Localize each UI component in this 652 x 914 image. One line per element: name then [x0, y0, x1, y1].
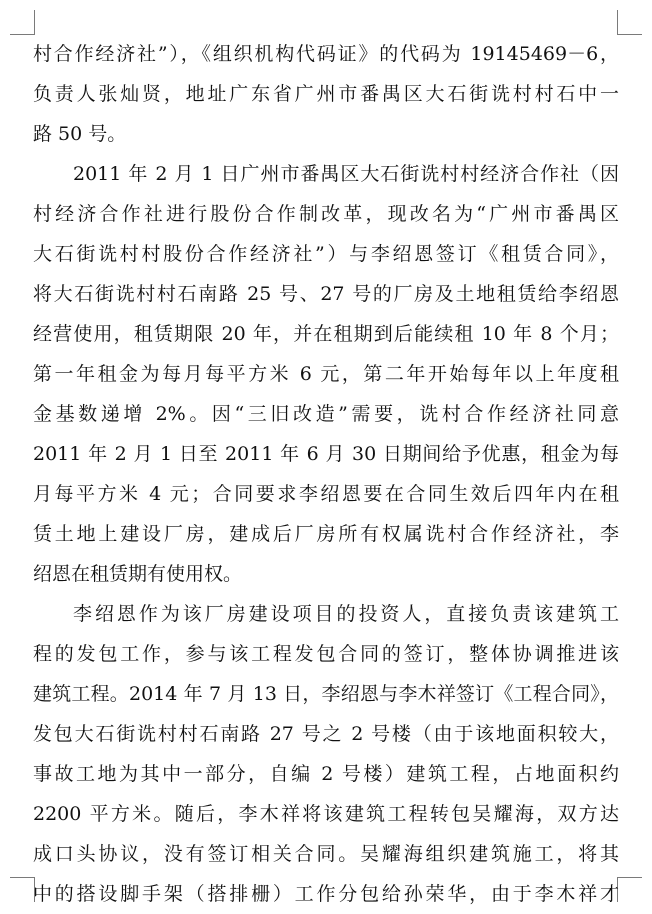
paragraph-3-line-3: 建筑工程。2014 年 7 月 13 日，李绍恩与李木祥签订《工程合同》， — [33, 683, 619, 705]
crop-mark-bottom-left — [10, 877, 35, 902]
paragraph-1-line-1: 村合作经济社”），《组织机构代码证》的代码为 19145469－6， — [33, 43, 619, 65]
paragraph-2-line-2: 村经济合作社进行股份合作制改革，现改名为“广州市番禺区 — [33, 203, 619, 225]
paragraph-3-line-2: 程的发包工作，参与该工程发包合同的签订，整体协调推进该 — [33, 643, 619, 665]
paragraph-2-line-1: 2011 年 2 月 1 日广州市番禺区大石街诜村村经济合作社（因 — [73, 163, 619, 185]
paragraph-3-line-4: 发包大石街诜村村石南路 27 号之 2 号楼（由于该地面积较大， — [33, 723, 619, 745]
paragraph-2-line-11: 绍恩在租赁期有使用权。 — [33, 563, 243, 585]
paragraph-3-line-5: 事故工地为其中一部分，自编 2 号楼）建筑工程，占地面积约 — [33, 763, 619, 785]
paragraph-1-line-2: 负责人张灿贤，地址广东省广州市番禺区大石街诜村村石中一 — [33, 83, 619, 105]
paragraph-2-line-10: 赁土地上建设厂房，建成后厂房所有权属诜村合作经济社，李 — [33, 523, 619, 545]
paragraph-2-line-5: 经营使用，租赁期限 20 年，并在租期到后能续租 10 年 8 个月； — [33, 323, 619, 345]
paragraph-3-line-6: 2200 平方米。随后，李木祥将该建筑工程转包吴耀海，双方达 — [33, 803, 619, 825]
paragraph-3-line-1: 李绍恩作为该厂房建设项目的投资人，直接负责该建筑工 — [73, 603, 619, 625]
crop-mark-top-left — [10, 10, 35, 35]
paragraph-2-line-8: 2011 年 2 月 1 日至 2011 年 6 月 30 日期间给予优惠，租金为每 — [33, 443, 619, 465]
paragraph-2-line-6: 第一年租金为每月每平方米 6 元，第二年开始每年以上年度租 — [33, 363, 619, 385]
paragraph-3-line-8: 中的搭设脚手架（搭排栅）工作分包给孙荣华，由于李木祥才 — [33, 883, 619, 905]
paragraph-2-line-3: 大石街诜村村股份合作经济社”）与李绍恩签订《租赁合同》， — [33, 243, 619, 265]
paragraph-2-line-7: 金基数递增 2%。因“三旧改造”需要，诜村合作经济社同意 — [33, 403, 619, 425]
crop-mark-bottom-right — [617, 877, 642, 902]
document-body — [33, 34, 619, 905]
paragraph-3-line-7: 成口头协议，没有签订相关合同。吴耀海组织建筑施工，将其 — [33, 843, 619, 865]
paragraph-1-line-3: 路 50 号。 — [33, 123, 127, 145]
paragraph-2-line-9: 月每平方米 4 元；合同要求李绍恩要在合同生效后四年内在租 — [33, 483, 619, 505]
paragraph-2-line-4: 将大石街诜村村石南路 25 号、27 号的厂房及土地租赁给李绍恩 — [33, 283, 619, 305]
crop-mark-top-right — [617, 10, 642, 35]
